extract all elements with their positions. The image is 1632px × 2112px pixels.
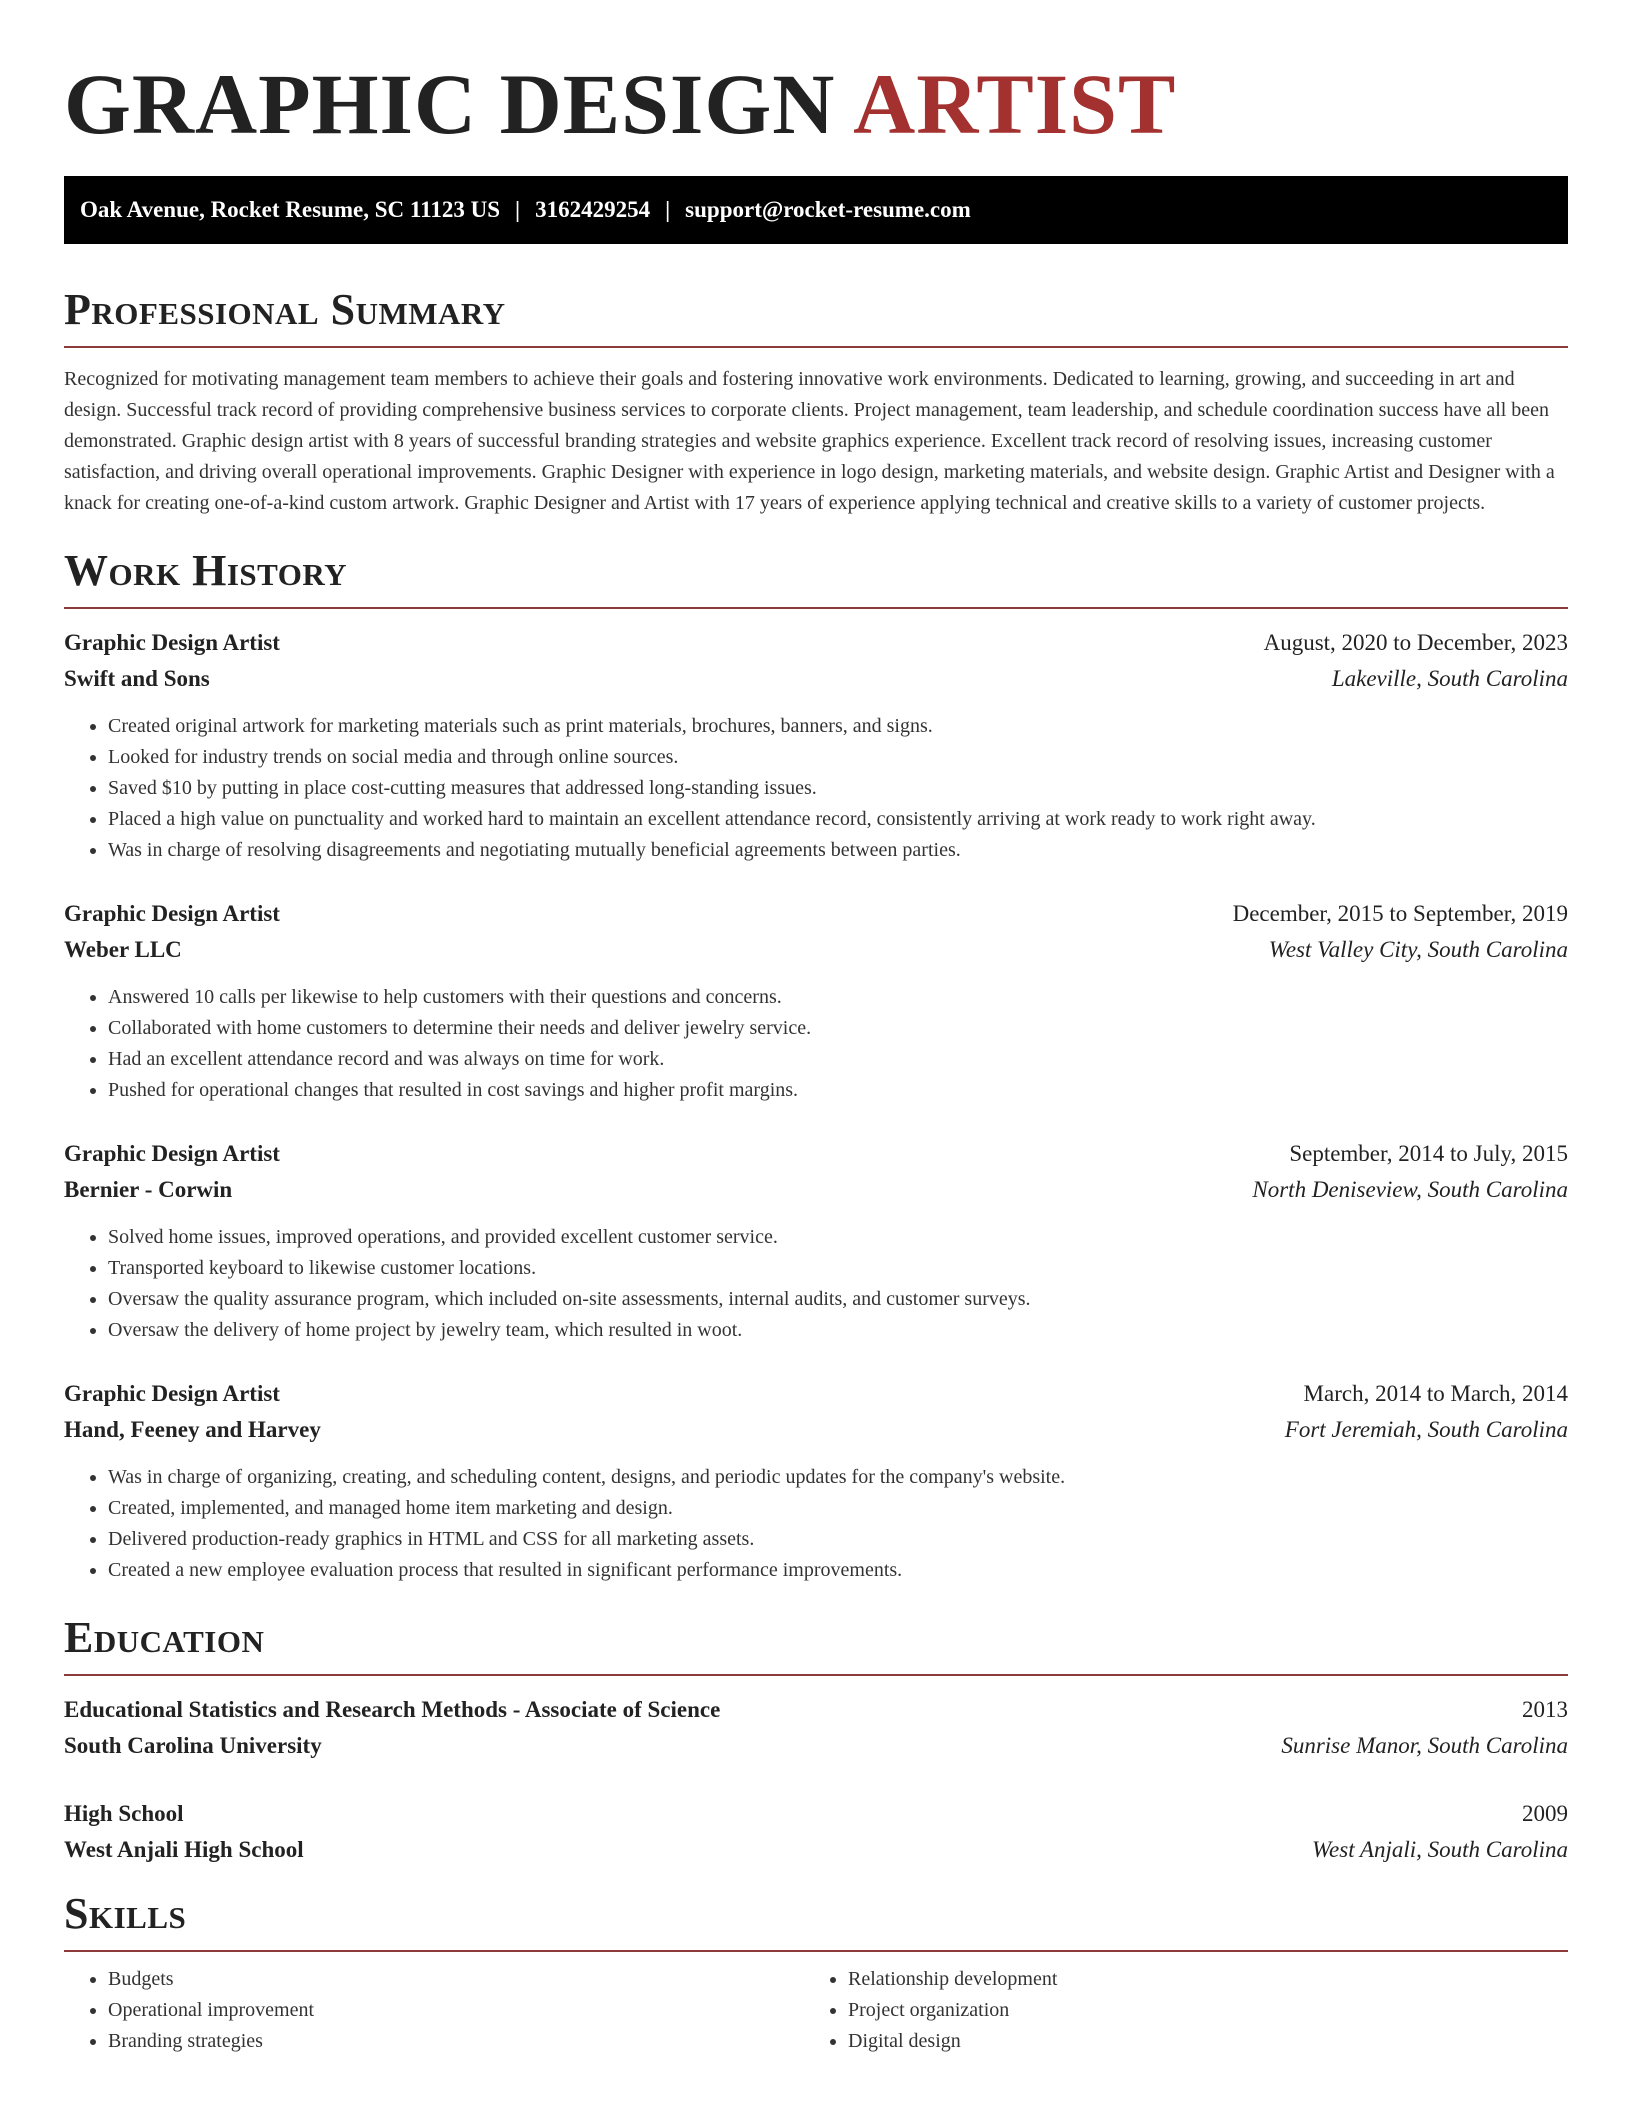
job-company-row — [64, 1172, 1568, 1208]
contact-bar — [64, 176, 1568, 244]
job-company-row — [64, 932, 1568, 968]
job-dates: March, 2014 to March, 2014 — [1303, 1381, 1568, 1406]
job-header-row — [64, 625, 1568, 661]
name-part-1: GRAPHIC DESIGN — [64, 56, 836, 152]
job-company: Bernier - Corwin — [64, 1177, 233, 1202]
education-location: West Anjali, South Carolina — [1311, 1837, 1568, 1862]
job-dates: September, 2014 to July, 2015 — [1289, 1141, 1568, 1166]
skills-column-right — [804, 1964, 1544, 2057]
summary-text: Recognized for motivating management team members to achieve their goals and fostering innovative work environments. Dedicated to learning, growing, and succeeding in art and design. Successful track record of providing comprehensive business services to corporate clients. Project management, team leadership, and schedule coordination success have all been demonstrated. Graphic design artist with 8 years of successful branding strategies and website graphics experience. Excellent track record of resolving issues, increasing customer satisfaction, and driving overall operational improvements. Graphic Designer with experience in logo design, marketing materials, and website design. Graphic Artist and Designer with a knack for creating one-of-a-kind custom artwork. Graphic Designer and Artist with 17 years of experience applying technical and creative skills to a variety of customer projects. — [64, 368, 1555, 514]
skill-item: • Digital design — [848, 2026, 1544, 2057]
job-location: Lakeville, South Carolina — [1331, 666, 1568, 691]
skill-item: • Project organization — [848, 1995, 1544, 2026]
job-bullet: • Created original artwork for marketing materials such as print materials, brochures, banners, and signs. — [108, 711, 1568, 742]
job-bullets — [64, 1462, 1568, 1586]
job-dates: August, 2020 to December, 2023 — [1263, 630, 1568, 655]
section-title-skills: Skills — [64, 1888, 1568, 1952]
resume-page — [64, 0, 1568, 2057]
job-header-row — [64, 896, 1568, 932]
education-year: 2009 — [1522, 1801, 1568, 1826]
education-header-row — [64, 1796, 1568, 1832]
job-bullet: • Answered 10 calls per likewise to help customers with their questions and concerns. — [108, 982, 1568, 1013]
job-bullet: • Placed a high value on punctuality and worked hard to maintain an excellent attendance record, consistently arriving at work ready to work right away. — [108, 804, 1568, 835]
contact-phone: 3162429254 — [535, 197, 651, 222]
skill-item: • Relationship development — [848, 1964, 1544, 1995]
job-company: Weber LLC — [64, 937, 182, 962]
education-location: Sunrise Manor, South Carolina — [1281, 1733, 1568, 1758]
section-title-education: Education — [64, 1612, 1568, 1676]
job-header-row — [64, 1376, 1568, 1412]
job-role: Graphic Design Artist — [64, 1381, 280, 1406]
job-bullet: • Had an excellent attendance record and was always on time for work. — [108, 1044, 1568, 1075]
job-bullet: • Delivered production-ready graphics in HTML and CSS for all marketing assets. — [108, 1524, 1568, 1555]
job-company: Hand, Feeney and Harvey — [64, 1417, 321, 1442]
job-bullet: • Pushed for operational changes that resulted in cost savings and higher profit margins. — [108, 1075, 1568, 1106]
section-title-summary: Professional Summary — [64, 284, 1568, 348]
job-company-row — [64, 1412, 1568, 1448]
education-school-row — [64, 1832, 1568, 1868]
skill-item: • Operational improvement — [108, 1995, 804, 2026]
contact-separator: | — [665, 197, 671, 222]
job-location: North Deniseview, South Carolina — [1252, 1177, 1568, 1202]
job-bullet: • Transported keyboard to likewise customer locations. — [108, 1253, 1568, 1284]
section-title-work-history: Work History — [64, 545, 1568, 609]
skills-column-left — [64, 1964, 804, 2057]
education-year: 2013 — [1522, 1697, 1568, 1722]
job-header-row — [64, 1136, 1568, 1172]
education-header-row — [64, 1692, 1568, 1728]
job-entry — [64, 1136, 1568, 1346]
education-degree: High School — [64, 1801, 184, 1826]
job-role: Graphic Design Artist — [64, 1141, 280, 1166]
resume-name-heading — [64, 50, 1568, 158]
education-entry — [64, 1796, 1568, 1868]
education-school: South Carolina University — [64, 1733, 322, 1758]
skill-item: • Branding strategies — [108, 2026, 804, 2057]
job-bullet: • Looked for industry trends on social media and through online sources. — [108, 742, 1568, 773]
job-entry — [64, 625, 1568, 866]
job-bullets — [64, 1222, 1568, 1346]
job-bullets — [64, 982, 1568, 1106]
job-bullet: • Created, implemented, and managed home item marketing and design. — [108, 1493, 1568, 1524]
job-role: Graphic Design Artist — [64, 630, 280, 655]
contact-separator: | — [515, 197, 521, 222]
job-bullet: • Was in charge of resolving disagreements and negotiating mutually beneficial agreements between parties. — [108, 835, 1568, 866]
education-degree: Educational Statistics and Research Methods - Associate of Science — [64, 1697, 721, 1722]
name-part-2: ARTIST — [853, 56, 1177, 152]
job-dates: December, 2015 to September, 2019 — [1232, 901, 1568, 926]
education-school: West Anjali High School — [64, 1837, 304, 1862]
job-bullet: • Solved home issues, improved operations, and provided excellent customer service. — [108, 1222, 1568, 1253]
job-bullet: • Was in charge of organizing, creating, and scheduling content, designs, and periodic updates for the company's website. — [108, 1462, 1568, 1493]
job-bullets — [64, 711, 1568, 866]
job-company: Swift and Sons — [64, 666, 210, 691]
job-entry — [64, 1376, 1568, 1586]
job-company-row — [64, 661, 1568, 697]
skill-item: • Budgets — [108, 1964, 804, 1995]
education-school-row — [64, 1728, 1568, 1764]
job-location: West Valley City, South Carolina — [1268, 937, 1568, 962]
job-role: Graphic Design Artist — [64, 901, 280, 926]
job-bullet: • Created a new employee evaluation process that resulted in significant performance improvements. — [108, 1555, 1568, 1586]
skills-list — [64, 1964, 1568, 2057]
contact-email: support@rocket-resume.com — [685, 197, 971, 222]
education-entry — [64, 1692, 1568, 1764]
job-bullet: • Oversaw the delivery of home project by jewelry team, which resulted in woot. — [108, 1315, 1568, 1346]
job-location: Fort Jeremiah, South Carolina — [1284, 1417, 1568, 1442]
job-bullet: • Oversaw the quality assurance program, which included on-site assessments, internal audits, and customer surveys. — [108, 1284, 1568, 1315]
job-bullet: • Collaborated with home customers to determine their needs and deliver jewelry service. — [108, 1013, 1568, 1044]
job-entry — [64, 896, 1568, 1106]
job-bullet: • Saved $10 by putting in place cost-cutting measures that addressed long-standing issues. — [108, 773, 1568, 804]
contact-address: Oak Avenue, Rocket Resume, SC 11123 US — [80, 197, 500, 222]
